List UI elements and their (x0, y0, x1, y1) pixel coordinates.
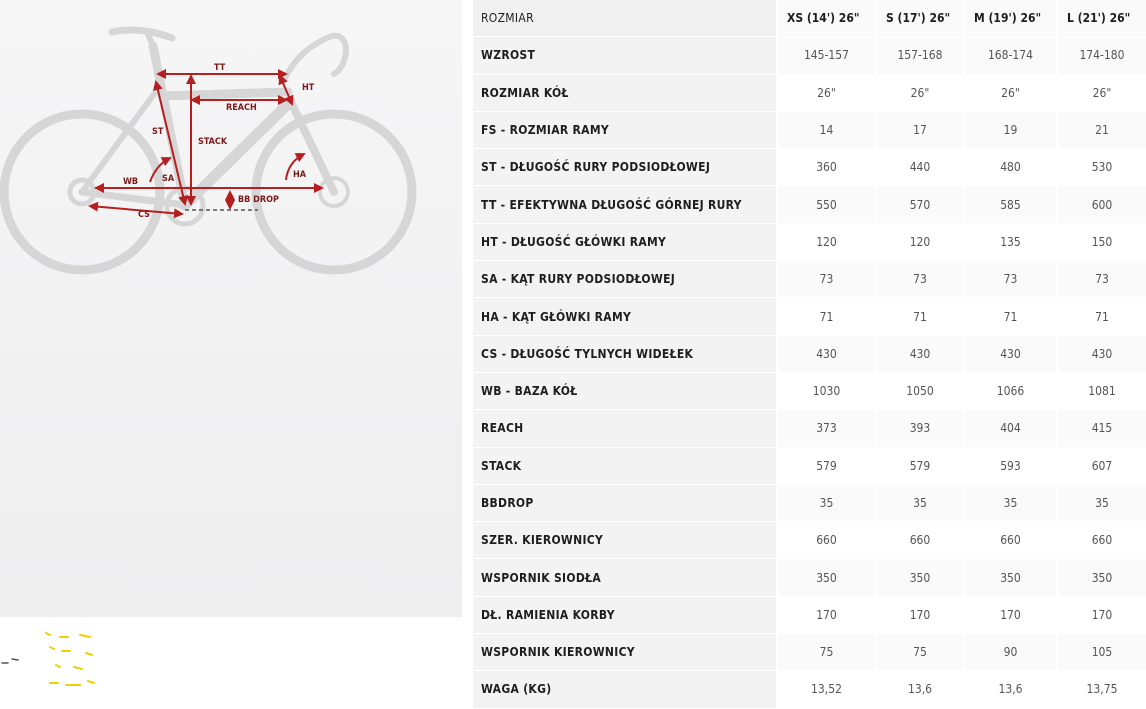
row-value: 26" (965, 75, 1056, 111)
header-size-label: ROZMIAR (473, 0, 776, 36)
ha-label: HA (293, 170, 307, 180)
table-row (473, 522, 1146, 559)
row-label: CS - DŁUGOŚĆ TYLNYCH WIDEŁEK (473, 336, 776, 372)
row-value: 170 (778, 597, 875, 633)
table-row (473, 149, 1146, 186)
row-label: WZROST (473, 37, 776, 73)
row-value: 71 (778, 298, 875, 334)
row-value: 135 (965, 224, 1056, 260)
seat-stay (82, 86, 160, 192)
row-value: 71 (965, 298, 1056, 334)
top-tube (162, 92, 288, 96)
row-label: ST - DŁUGOŚĆ RURY PODSIODŁOWEJ (473, 149, 776, 185)
down-tube (185, 102, 290, 205)
row-value: 90 (965, 634, 1056, 670)
row-label: DŁ. RAMIENIA KORBY (473, 597, 776, 633)
table-row (473, 75, 1146, 112)
row-value: 13,52 (778, 671, 875, 707)
row-value: 150 (1058, 224, 1146, 260)
row-value: 430 (965, 336, 1056, 372)
row-label: HT - DŁUGOŚĆ GŁÓWKI RAMY (473, 224, 776, 260)
tt-label: TT (214, 63, 226, 73)
row-value: 145-157 (778, 37, 875, 73)
handlebar (285, 36, 346, 78)
row-value: 660 (778, 522, 875, 558)
header-size-s: S (17') 26" (877, 0, 963, 36)
row-value: 579 (877, 448, 963, 484)
row-value: 17 (877, 112, 963, 148)
row-value: 373 (778, 410, 875, 446)
table-row (473, 186, 1146, 223)
row-value: 415 (1058, 410, 1146, 446)
table-row (473, 112, 1146, 149)
table-row (473, 485, 1146, 522)
row-value: 168-174 (965, 37, 1056, 73)
row-value: 430 (877, 336, 963, 372)
st-label: ST (152, 127, 164, 137)
row-value: 1066 (965, 373, 1056, 409)
geometry-panel (0, 0, 462, 700)
row-label: SA - KĄT RURY PODSIODŁOWEJ (473, 261, 776, 297)
wb-label: WB (123, 177, 139, 187)
header-size-xs: XS (14') 26" (778, 0, 875, 36)
row-value: 73 (877, 261, 963, 297)
row-value: 1030 (778, 373, 875, 409)
table-row (473, 559, 1146, 596)
row-label: BBDROP (473, 485, 776, 521)
row-value: 530 (1058, 149, 1146, 185)
row-value: 430 (1058, 336, 1146, 372)
row-value: 1050 (877, 373, 963, 409)
row-value: 35 (965, 485, 1056, 521)
table-row (473, 634, 1146, 671)
header-size-l: L (21') 26" (1058, 0, 1146, 36)
row-label: SZER. KIEROWNICY (473, 522, 776, 558)
row-label: REACH (473, 410, 776, 446)
row-value: 550 (778, 186, 875, 222)
row-value: 73 (1058, 261, 1146, 297)
row-label: WAGA (KG) (473, 671, 776, 707)
row-value: 120 (877, 224, 963, 260)
row-label: WB - BAZA KÓŁ (473, 373, 776, 409)
row-value: 440 (877, 149, 963, 185)
table-row (473, 671, 1146, 708)
row-value: 174-180 (1058, 37, 1146, 73)
row-value: 393 (877, 410, 963, 446)
table-row (473, 298, 1146, 335)
row-value: 350 (877, 559, 963, 595)
row-value: 350 (965, 559, 1056, 595)
table-row (473, 597, 1146, 634)
row-value: 660 (877, 522, 963, 558)
row-value: 157-168 (877, 37, 963, 73)
row-value: 430 (778, 336, 875, 372)
row-value: 579 (778, 448, 875, 484)
row-value: 170 (877, 597, 963, 633)
row-value: 73 (965, 261, 1056, 297)
row-value: 607 (1058, 448, 1146, 484)
table-row (473, 448, 1146, 485)
row-value: 71 (877, 298, 963, 334)
row-label: ROZMIAR KÓŁ (473, 75, 776, 111)
geometry-diagram-area (0, 0, 462, 617)
row-value: 13,6 (877, 671, 963, 707)
row-label: HA - KĄT GŁÓWKI RAMY (473, 298, 776, 334)
row-value: 35 (877, 485, 963, 521)
row-value: 350 (778, 559, 875, 595)
yellow-marks (0, 625, 110, 695)
geometry-table (473, 0, 1146, 709)
row-value: 600 (1058, 186, 1146, 222)
row-value: 14 (778, 112, 875, 148)
row-value: 660 (1058, 522, 1146, 558)
row-label: WSPORNIK KIEROWNICY (473, 634, 776, 670)
row-value: 26" (877, 75, 963, 111)
row-value: 26" (778, 75, 875, 111)
row-value: 21 (1058, 112, 1146, 148)
cs-label: CS (138, 210, 150, 220)
row-value: 585 (965, 186, 1056, 222)
bike-silhouette (4, 30, 412, 270)
row-value: 105 (1058, 634, 1146, 670)
row-value: 19 (965, 112, 1056, 148)
row-value: 593 (965, 448, 1056, 484)
row-value: 26" (1058, 75, 1146, 111)
row-value: 73 (778, 261, 875, 297)
bike-geometry-diagram (0, 0, 462, 617)
table-row (473, 336, 1146, 373)
stack-label: STACK (198, 137, 228, 147)
sa-label: SA (162, 174, 175, 184)
header-size-m: M (19') 26" (965, 0, 1056, 36)
row-value: 75 (778, 634, 875, 670)
row-value: 13,6 (965, 671, 1056, 707)
bb-drop-label: BB DROP (238, 195, 279, 205)
saddle (112, 30, 172, 38)
row-value: 404 (965, 410, 1056, 446)
row-value: 35 (778, 485, 875, 521)
row-value: 170 (1058, 597, 1146, 633)
row-value: 13,75 (1058, 671, 1146, 707)
row-value: 75 (877, 634, 963, 670)
row-value: 35 (1058, 485, 1146, 521)
row-value: 120 (778, 224, 875, 260)
row-label: FS - ROZMIAR RAMY (473, 112, 776, 148)
row-value: 350 (1058, 559, 1146, 595)
row-value: 360 (778, 149, 875, 185)
row-value: 660 (965, 522, 1056, 558)
reach-label: REACH (226, 103, 257, 113)
ht-label: HT (302, 83, 315, 93)
table-row (473, 37, 1146, 74)
row-value: 1081 (1058, 373, 1146, 409)
table-row (473, 373, 1146, 410)
row-value: 570 (877, 186, 963, 222)
row-label: TT - EFEKTYWNA DŁUGOŚĆ GÓRNEJ RURY (473, 186, 776, 222)
row-label: WSPORNIK SIODŁA (473, 559, 776, 595)
table-header-row (473, 0, 1146, 37)
row-value: 170 (965, 597, 1056, 633)
row-value: 480 (965, 149, 1056, 185)
row-value: 71 (1058, 298, 1146, 334)
table-row (473, 261, 1146, 298)
row-label: STACK (473, 448, 776, 484)
table-row (473, 410, 1146, 447)
table-row (473, 224, 1146, 261)
